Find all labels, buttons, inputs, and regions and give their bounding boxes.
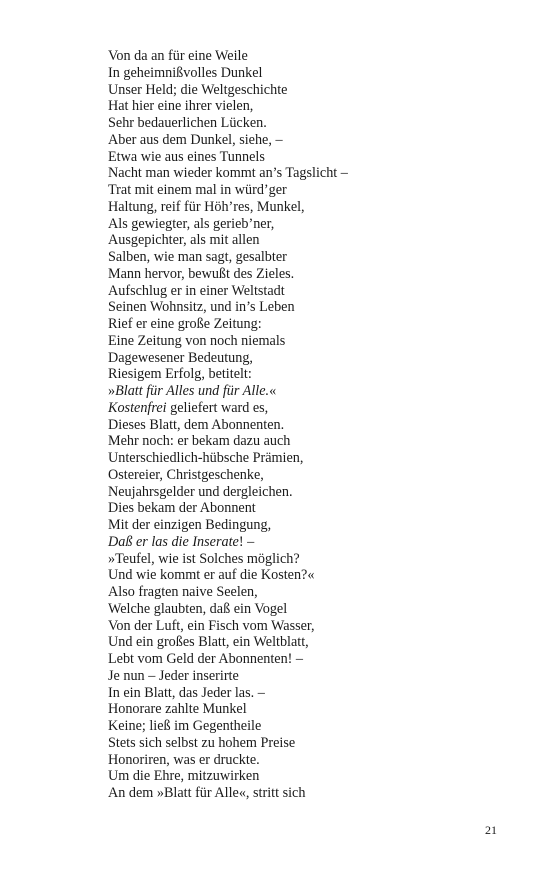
poem-line — [108, 400, 508, 417]
poem-line — [108, 115, 508, 132]
poem-line — [108, 601, 508, 618]
poem-line-italic-segment: Blatt für Alles und für Alle. — [115, 383, 270, 399]
poem-line — [108, 584, 508, 601]
poem-line-italic-segment: Daß er las die Inserate — [108, 533, 239, 550]
poem-line-segment: Rief er eine große Zeitung: — [108, 316, 262, 332]
poem-line — [108, 467, 508, 484]
poem-line — [108, 685, 508, 702]
poem-line-segment: Hat hier eine ihrer vielen, — [108, 98, 254, 115]
poem-line-segment: Unser Held; die Weltgeschichte — [108, 81, 288, 98]
poem-line-segment: In ein Blatt, das Jeder las. – — [108, 684, 265, 701]
poem-line-segment: Also fragten naive Seelen, — [108, 584, 258, 600]
poem-line — [108, 534, 508, 551]
poem-line — [108, 283, 508, 300]
poem-line-segment: In geheimnißvolles Dunkel — [108, 64, 263, 81]
poem-line-segment: Je nun – Jeder inserirte — [108, 667, 239, 684]
poem-line — [108, 48, 508, 65]
poem-line-segment: Mann hervor, bewußt des Zieles. — [108, 265, 295, 282]
poem-line-segment: Neujahrsgelder und dergleichen. — [108, 483, 293, 500]
poem-line-segment: Und ein großes Blatt, ein Weltblatt, — [108, 634, 309, 651]
poem-line-segment: Von da an für eine Weile — [108, 48, 248, 64]
poem-line — [108, 316, 508, 333]
poem-line — [108, 65, 508, 82]
poem-line-segment: Riesigem Erfolg, betitelt: — [108, 366, 252, 383]
poem-line-segment: Etwa wie aus eines Tunnels — [108, 148, 265, 165]
poem-line — [108, 132, 508, 149]
poem-line-segment: Ausgepichter, als mit allen — [108, 232, 260, 249]
poem-line-segment: Eine Zeitung von noch niemals — [108, 332, 286, 349]
poem-line — [108, 417, 508, 434]
poem-line-segment: Aufschlug er in einer Weltstadt — [108, 282, 285, 299]
poem-line-segment: Honorare zahlte Munkel — [108, 701, 247, 718]
poem-line — [108, 567, 508, 584]
poem-line — [108, 149, 508, 166]
poem-line — [108, 718, 508, 735]
poem-line-segment: Welche glaubten, daß ein Vogel — [108, 600, 288, 617]
poem-line — [108, 383, 508, 400]
poem-line-segment: Unterschiedlich-hübsche Prämien, — [108, 450, 304, 466]
poem-line-segment: Stets sich selbst zu hohem Preise — [108, 734, 296, 751]
poem-line-segment: »Teufel, wie ist Solches möglich? — [108, 550, 300, 567]
poem-line — [108, 551, 508, 568]
poem-line-segment: Haltung, reif für Höh’res, Munkel, — [108, 198, 305, 215]
poem-line — [108, 701, 508, 718]
poem-line — [108, 618, 508, 635]
poem-line-segment: Ostereier, Christgeschenke, — [108, 466, 264, 483]
poem-line — [108, 182, 508, 199]
poem-line-segment: Mehr noch: er bekam dazu auch — [108, 433, 291, 450]
poem-line-segment: Honoriren, was er druckte. — [108, 751, 260, 768]
page-number: 21 — [485, 823, 497, 837]
poem-line-segment: « — [269, 383, 277, 399]
poem-line — [108, 634, 508, 651]
poem-line-segment: Keine; ließ im Gegentheile — [108, 718, 262, 734]
poem-line — [108, 333, 508, 350]
poem-line — [108, 450, 508, 467]
poem-line-segment: ! – — [238, 533, 255, 550]
poem-line — [108, 500, 508, 517]
poem-line — [108, 768, 508, 785]
poem-line — [108, 752, 508, 769]
poem-line — [108, 165, 508, 182]
poem-line — [108, 98, 508, 115]
poem-line-segment: An dem »Blatt für Alle«, stritt sich — [108, 785, 306, 801]
poem-line-segment: Seinen Wohnsitz, und in’s Leben — [108, 299, 295, 316]
poem-line-segment: Dies bekam der Abonnent — [108, 500, 256, 517]
poem-line-segment: geliefert ward es, — [166, 399, 269, 416]
poem-line — [108, 199, 508, 216]
poem-line-segment: Um die Ehre, mitzuwirken — [108, 768, 260, 785]
poem-line — [108, 232, 508, 249]
poem-line — [108, 366, 508, 383]
poem-line — [108, 735, 508, 752]
poem-line — [108, 249, 508, 266]
poem-line — [108, 785, 508, 802]
poem-line-segment: Salben, wie man sagt, gesalbter — [108, 249, 287, 265]
poem-line-segment: Trat mit einem mal in würd’ger — [108, 182, 287, 198]
poem-line-segment: Von der Luft, ein Fisch vom Wasser, — [108, 617, 315, 634]
poem-line-segment: Und wie kommt er auf die Kosten?« — [108, 567, 315, 584]
poem-line — [108, 651, 508, 668]
poem-text — [108, 48, 508, 802]
poem-line-segment: Aber aus dem Dunkel, siehe, – — [108, 131, 283, 148]
poem-line — [108, 484, 508, 501]
poem-line-segment: Mit der einzigen Bedingung, — [108, 517, 272, 533]
poem-line — [108, 517, 508, 534]
poem-line — [108, 668, 508, 685]
poem-line-segment: Als gewiegter, als gerieb’ner, — [108, 215, 275, 232]
poem-line — [108, 216, 508, 233]
poem-line — [108, 433, 508, 450]
poem-line-segment: Dieses Blatt, dem Abonnenten. — [108, 416, 285, 433]
poem-line-segment: Lebt vom Geld der Abonnenten! – — [108, 651, 304, 667]
poem-line — [108, 266, 508, 283]
poem-line — [108, 82, 508, 99]
poem-line-segment: » — [108, 383, 116, 399]
poem-line — [108, 350, 508, 367]
poem-line — [108, 299, 508, 316]
poem-line-segment: Dagewesener Bedeutung, — [108, 349, 253, 366]
poem-line-segment: Sehr bedauerlichen Lücken. — [108, 115, 267, 131]
poem-line-italic-segment: Kostenfrei — [108, 399, 167, 416]
poem-line-segment: Nacht man wieder kommt an’s Tagslicht – — [108, 165, 348, 182]
